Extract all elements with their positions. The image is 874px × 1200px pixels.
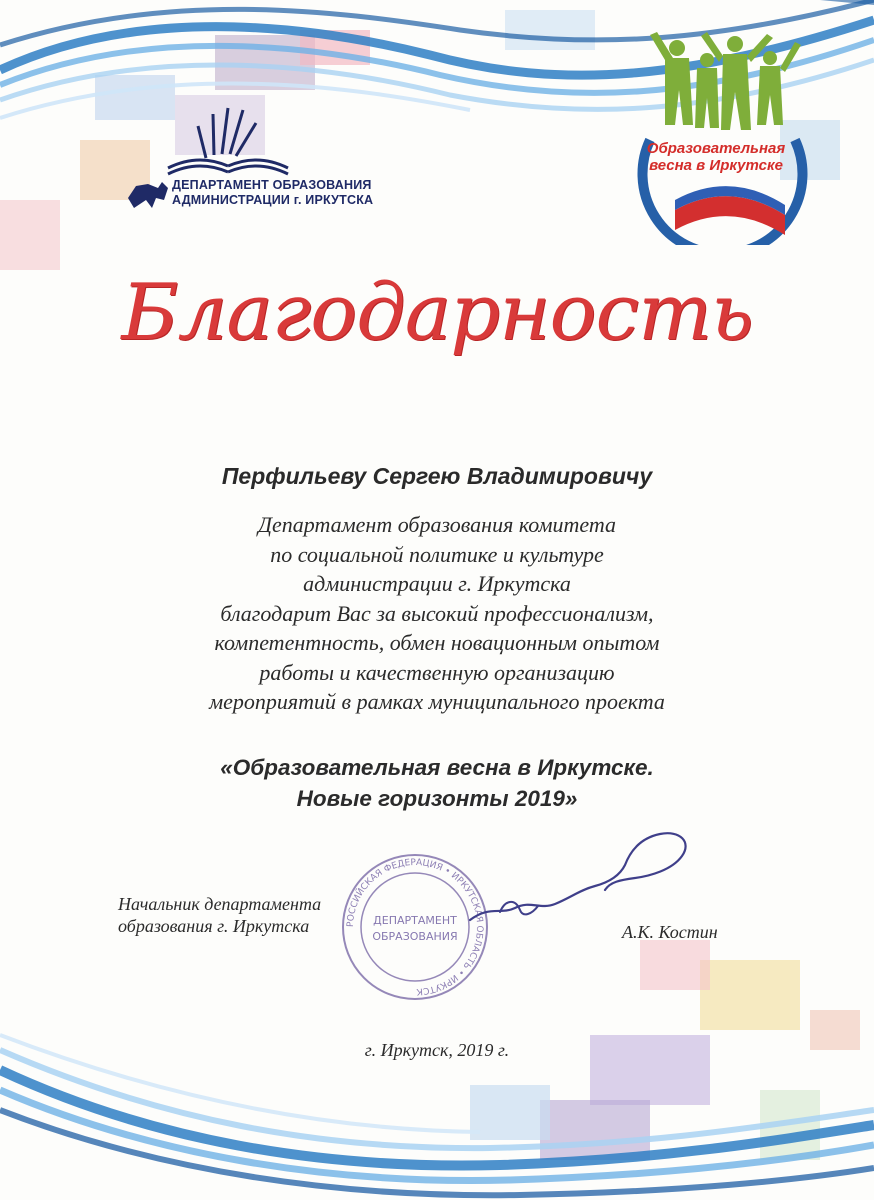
spring-logo-line1: Образовательная [646, 140, 786, 157]
body-line: администрации г. Иркутска [303, 571, 571, 596]
body-line: работы и качественную организацию [259, 659, 615, 685]
signer-position [118, 893, 321, 937]
signer-name: А.К. Костин [622, 922, 718, 942]
project-line2: Новые горизонты 2019» [296, 786, 578, 811]
spring-logo-text [636, 140, 796, 174]
body-line: мероприятий в рамках муниципального проекта [209, 689, 665, 714]
department-logo-text [172, 178, 373, 208]
signer-position-line2: образования г. Иркутска [118, 916, 310, 936]
stamp-ring-text: РОССИЙСКАЯ ФЕДЕРАЦИЯ • ИРКУТСКАЯ ОБЛАСТЬ • ИРКУТСК [345, 857, 485, 997]
certificate-body [0, 510, 874, 717]
certificate-title: Благодарность [121, 268, 753, 358]
department-logo-line2: АДМИНИСТРАЦИИ г. ИРКУТСКА [172, 193, 374, 207]
signer-position-line1: Начальник департамента [118, 894, 322, 914]
department-logo-line1: ДЕПАРТАМЕНТ ОБРАЗОВАНИЯ [172, 178, 372, 192]
project-name [0, 752, 874, 814]
education-spring-logo [635, 30, 825, 245]
body-line: компетентность, обмен новационным опытом [214, 630, 660, 655]
body-line: Департамент образования комитета [257, 512, 616, 537]
stamp-center-line1: ДЕПАРТАМЕНТ [373, 914, 457, 927]
body-line: по социальной политике и культуре [270, 541, 604, 567]
body-line: благодарит Вас за высокий профессионализм, [220, 600, 654, 626]
spring-logo-line2: весна в Иркутске [649, 157, 783, 174]
place-and-date: г. Иркутск, 2019 г. [364, 1040, 510, 1060]
recipient-name: Перфильеву Сергею Владимировичу [221, 463, 653, 489]
project-line1: «Образовательная весна в Иркутске. [220, 755, 654, 780]
stamp-center-line2: ОБРАЗОВАНИЯ [372, 930, 458, 943]
